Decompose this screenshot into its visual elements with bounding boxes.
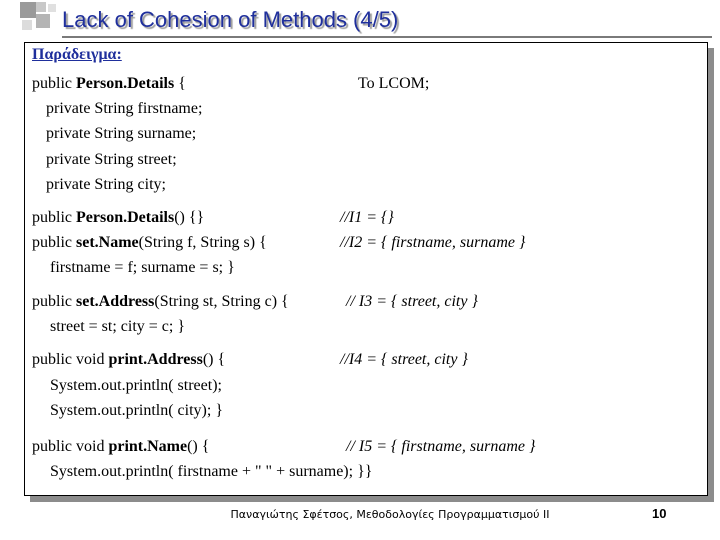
decor-square-1: [20, 2, 36, 18]
method-comment: // I3 = { street, city }: [346, 293, 478, 310]
method-prefix: public: [32, 234, 76, 251]
slide-title: Lack of Cohesion of Methods (4/5): [62, 7, 399, 32]
page-number: 10: [652, 506, 667, 521]
method-sig: () {}: [174, 209, 205, 226]
method-comment: //I2 = { firstname, surname }: [340, 234, 526, 251]
method-name: print.Name: [108, 438, 188, 455]
decor-square-5: [48, 4, 56, 12]
decor-square-4: [22, 20, 32, 30]
method-body: System.out.println( city); }: [50, 402, 223, 419]
method-sig: () {: [202, 351, 226, 368]
method-signature: [32, 208, 204, 228]
decor-square-3: [36, 14, 50, 28]
decor-square-2: [36, 2, 46, 12]
method-comment: // I5 = { firstname, surname }: [346, 438, 536, 455]
method-signature: [32, 437, 209, 457]
method-comment: //I4 = { street, city }: [340, 351, 468, 368]
method-body: System.out.println( street);: [50, 377, 222, 394]
method-body: firstname = f; surname = s; }: [50, 259, 235, 276]
field-line: private String surname;: [46, 125, 197, 142]
method-comment: //I1 = {}: [340, 209, 394, 226]
method-sig: () {: [187, 438, 210, 455]
method-signature: [32, 292, 289, 312]
example-heading: Παράδειγμα:: [32, 46, 122, 63]
field-line: private String firstname;: [46, 100, 203, 117]
field-line: private String street;: [46, 151, 177, 168]
method-prefix: public: [32, 209, 76, 226]
method-signature: [32, 233, 267, 253]
method-signature: [32, 350, 225, 370]
method-sig: (String st, String c) {: [154, 293, 289, 310]
method-body: street = st; city = c; }: [50, 318, 186, 335]
class-declaration: [32, 74, 186, 94]
method-sig: (String f, String s) {: [138, 234, 267, 251]
method-name: Person.Details: [76, 209, 175, 226]
method-name: print.Address: [108, 351, 203, 368]
field-line: private String city;: [46, 176, 166, 193]
method-prefix: public void: [32, 351, 109, 368]
lcom-note: To LCOM;: [358, 75, 430, 92]
class-decl-prefix: public: [32, 75, 76, 92]
method-name: set.Name: [76, 234, 139, 251]
method-prefix: public void: [32, 438, 109, 455]
class-decl-suffix: {: [174, 75, 186, 92]
title-underline: [62, 36, 712, 38]
method-name: set.Address: [76, 293, 155, 310]
method-body: System.out.println( firstname + " " + surname); }}: [50, 463, 373, 480]
slide-footer: Παναγιώτης Σφέτσος, Μεθοδολογίες Προγραμματισμού ΙΙ: [230, 508, 550, 521]
class-decl-name: Person.Details: [76, 75, 175, 92]
method-prefix: public: [32, 293, 76, 310]
